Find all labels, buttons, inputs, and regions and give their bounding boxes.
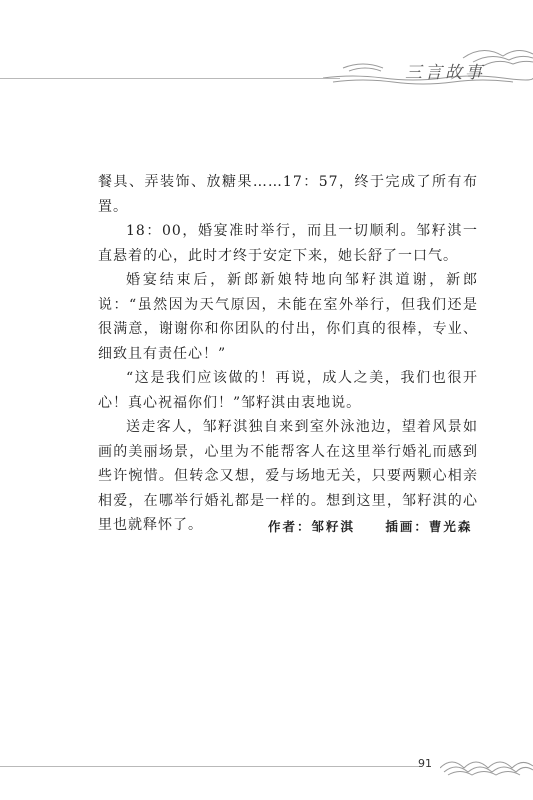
wave-icon [440,748,533,778]
credits [268,517,496,535]
footer-mountain-decoration [440,748,533,778]
header-divider [0,78,340,79]
paragraph: 婚宴结束后，新郎新娘特地向邹籽淇道谢，新郎说：“虽然因为天气原因，未能在室外举行，但我们还是很满意，谢谢你和你团队的付出，你们真的很棒，专业、细致且有责任心！” [98,272,478,362]
paragraph: 餐具、弄装饰、放糖果……17：57，终于完成了所有布置。 [98,174,478,215]
footer-divider [0,766,420,767]
illustrator-credit: 插画：曹光森 [385,519,473,534]
article-body [98,170,478,538]
paragraph: 送走客人，邹籽淇独自来到室外泳池边，望着风景如画的美丽场景，心里为不能帮客人在这里举行婚礼而感到些许惋惜。但转念又想，爱与场地无关，只要两颗心相亲相爱，在哪举行婚礼都是一样的。想到这里，邹籽淇的心里也就释怀了。 [98,419,478,533]
paragraph: 18：00，婚宴准时举行，而且一切顺利。邹籽淇一直悬着的心，此时才终于安定下来，她长舒了一口气。 [98,223,478,264]
series-title: 三言故事 [405,63,485,83]
paragraph: “这是我们应该做的！再说，成人之美，我们也很开心！真心祝福你们！”邹籽淇由衷地说。 [98,370,478,411]
author-credit: 作者：邹籽淇 [268,519,356,534]
page-number: 91 [418,757,432,770]
